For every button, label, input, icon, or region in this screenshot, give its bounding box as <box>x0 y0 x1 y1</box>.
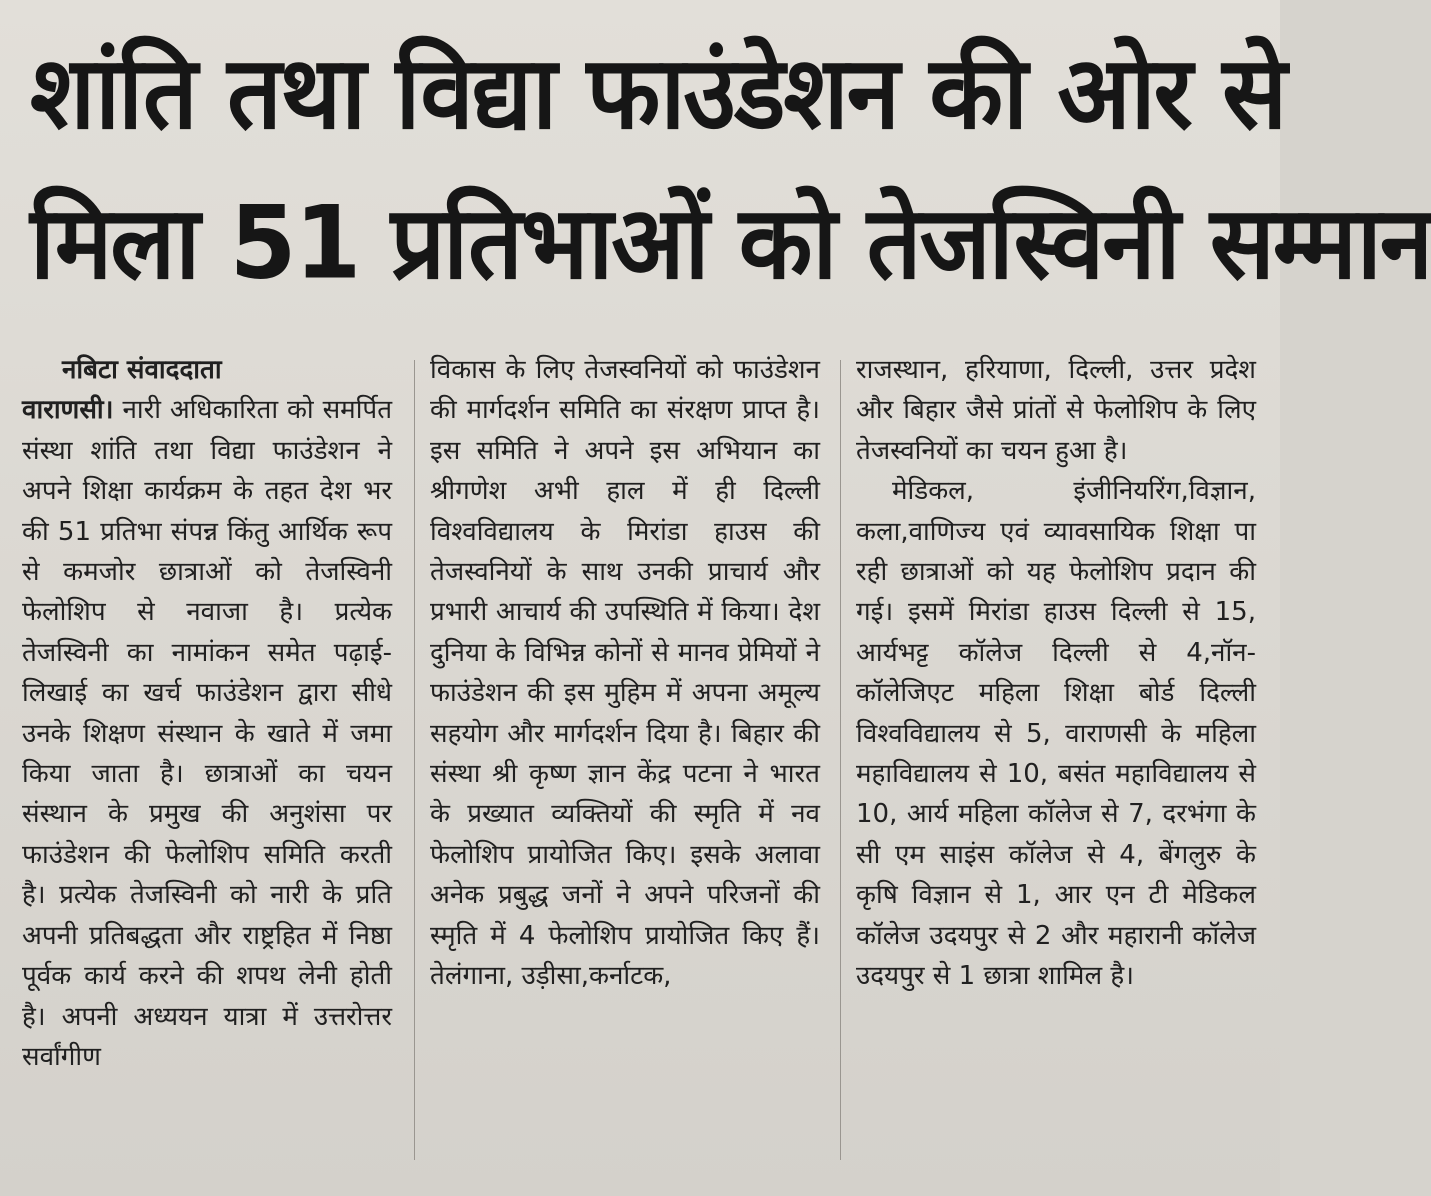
column-divider <box>840 360 841 1160</box>
column-3-paragraph-1: राजस्थान, हरियाणा, दिल्ली, उत्तर प्रदेश और बिहार जैसे प्रांतों से फेलोशिप के लिए तेजस्वनियों का चयन हुआ है। <box>856 355 1256 466</box>
headline-line-2: मिला 51 प्रतिभाओं को तेजस्विनी सम्मान <box>30 184 1431 302</box>
column-2-text: विकास के लिए तेजस्वनियों को फाउंडेशन की मार्गदर्शन समिति का संरक्षण प्राप्त है। इस समिति ने अपने इस अभियान का श्रीगणेश अभी हाल में ही दिल्ली विश्वविद्यालय के मिरांडा हाउस की तेजस्वनियों के साथ उनकी प्राचार्य और प्रभारी आचार्य की उपस्थिति में किया। देश दुनिया के विभिन्न कोनों से मानव प्रेमियों ने फाउंडेशन की इस मुहिम में अपना अमूल्य सहयोग और मार्गदर्शन दिया है। बिहार की संस्था श्री कृष्ण ज्ञान केंद्र पटना ने भारत के प्रख्यात व्यक्तियों की स्मृति में नव फेलोशिप प्रायोजित किए। इसके अलावा अनेक प्रबुद्ध जनों ने अपने परिजनों की स्मृति में 4 फेलोशिप प्रायोजित किए हैं। तेलंगाना, उड़ीसा,कर्नाटक, <box>430 355 820 992</box>
headline-line-1: शांति तथा विद्या फाउंडेशन की ओर से <box>30 34 1286 152</box>
column-1-text: नारी अधिकारिता को समर्पित संस्था शांति तथा विद्या फाउंडेशन ने अपने शिक्षा कार्यक्रम के तहत देश भर की 51 प्रतिभा संपन्न किंतु आर्थिक रूप से कमजोर छात्राओं को तेजस्विनी फेलोशिप से नवाजा है। प्रत्येक तेजस्विनी का नामांकन समेत पढ़ाई-लिखाई का खर्च फाउंडेशन द्वारा सीधे उनके शिक्षण संस्थान के खाते में जमा किया जाता है। छात्राओं का चयन संस्थान के प्रमुख की अनुशंसा पर फाउंडेशन की फेलोशिप समिति करती है। प्रत्येक तेजस्विनी को नारी के प्रति अपनी प्रतिबद्धता और राष्ट्रहित में निष्ठा पूर्वक कार्य करने की शपथ लेनी होती है। अपनी अध्ययन यात्रा में उत्तरोत्तर सर्वांगीण <box>22 395 393 1072</box>
article-column-1 <box>22 350 392 1170</box>
byline: नबिटा संवाददाता <box>62 355 222 385</box>
dateline: वाराणसी। <box>22 395 114 426</box>
column-3-paragraph-2 <box>856 471 1256 996</box>
article-column-3 <box>856 350 1256 1170</box>
column-1-paragraph <box>22 390 392 1077</box>
article-column-2 <box>430 350 820 1170</box>
column-divider <box>414 360 415 1160</box>
headline <box>30 18 1431 318</box>
article-body <box>22 350 1258 1180</box>
column-3-paragraph-2-text: मेडिकल, इंजीनियरिंग,विज्ञान, कला,वाणिज्य एवं व्यावसायिक शिक्षा पा रही छात्राओं को यह फेलोशिप प्रदान की गई। इसमें मिरांडा हाउस दिल्ली से 15, आर्यभट्ट कॉलेज दिल्ली से 4,नॉन-कॉलेजिएट महिला शिक्षा बोर्ड दिल्ली विश्वविद्यालय से 5, वाराणसी के महिला महाविद्यालय से 10, बसंत महाविद्यालय से 10, आर्य महिला कॉलेज से 7, दरभंगा के सी एम साइंस कॉलेज से 4, बेंगलुरु के कृषि विज्ञान से 1, आर एन टी मेडिकल कॉलेज उदयपुर से 2 और महारानी कॉलेज उदयपुर से 1 छात्रा शामिल है। <box>856 476 1256 992</box>
